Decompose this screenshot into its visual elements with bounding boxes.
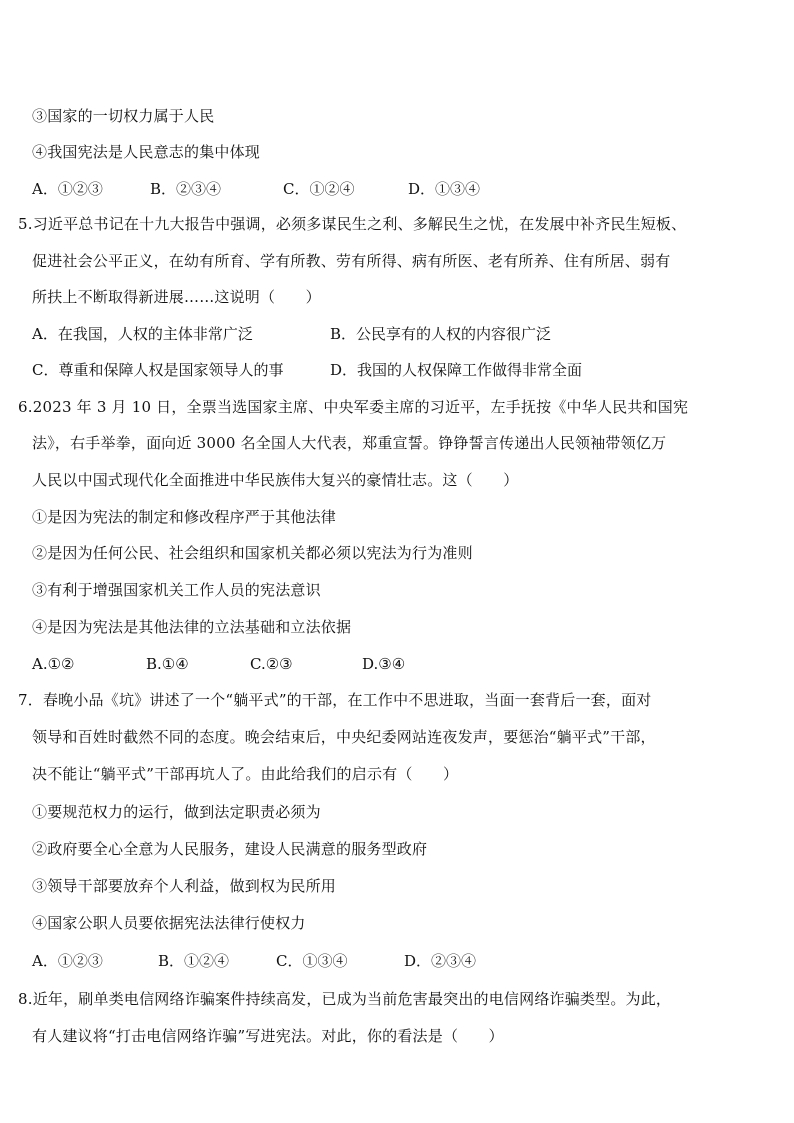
q6-stem-line-1: 6.2023 年 3 月 10 日，全票当选国家主席、中央军委主席的习近平，左手抚按《中华人民共和国宪 — [18, 398, 689, 416]
q5-option-c: C．尊重和保障人权是国家领导人的事 — [32, 361, 284, 379]
q5-option-b: B．公民享有的人权的内容很广泛 — [330, 325, 552, 343]
q8-stem-line-2: 有人建议将“打击电信网络诈骗”写进宪法。对此，你的看法是（ ） — [32, 1027, 504, 1045]
statement-4: ④我国宪法是人民意志的集中体现 — [32, 143, 261, 161]
q6-statement-2: ②是因为任何公民、社会组织和国家机关都必须以宪法为行为准则 — [32, 544, 473, 562]
q6-statement-3: ③有利于增强国家机关工作人员的宪法意识 — [32, 581, 321, 599]
q5-options-row-2 — [32, 360, 732, 380]
q6-stem-line-3: 人民以中国式现代化全面推进中华民族伟大复兴的豪情壮志。这（ ） — [32, 471, 519, 489]
q6-option-d: D.③④ — [362, 655, 406, 673]
option-c: C．①②④ — [283, 180, 355, 198]
q7-option-c: C．①③④ — [276, 952, 348, 970]
q7-option-d: D．②③④ — [404, 952, 477, 970]
q7-stem-line-1: 7．春晚小品《坑》讲述了一个“躺平式”的干部，在工作中不思进取，当面一套背后一套，面对 — [18, 691, 652, 709]
q6-options — [32, 654, 732, 674]
q7-stem-line-2: 领导和百姓时截然不同的态度。晚会结束后，中央纪委网站连夜发声，要惩治“躺平式”干部， — [32, 728, 656, 746]
q6-option-c: C.②③ — [250, 655, 293, 673]
option-b: B．②③④ — [150, 180, 222, 198]
q7-statement-4: ④国家公职人员要依据宪法法律行使权力 — [32, 914, 306, 932]
q5-stem-line-1: 5.习近平总书记在十九大报告中强调，必须多谋民生之利、多解民生之忧，在发展中补齐民生短板、 — [18, 215, 687, 233]
q6-statement-4: ④是因为宪法是其他法律的立法基础和立法依据 — [32, 618, 352, 636]
prev-question-options — [32, 179, 732, 199]
q7-option-b: B．①②④ — [158, 952, 230, 970]
q5-option-d: D．我国的人权保障工作做得非常全面 — [330, 361, 583, 379]
q5-option-a: A．在我国，人权的主体非常广泛 — [32, 325, 253, 343]
statement-3: ③国家的一切权力属于人民 — [32, 107, 215, 125]
q6-stem-line-2: 法》，右手举拳，面向近 3000 名全国人大代表，郑重宣誓。铮铮誓言传递出人民领袖带领亿万 — [32, 434, 667, 452]
q6-option-b: B.①④ — [146, 655, 189, 673]
q7-statement-2: ②政府要全心全意为人民服务，建设人民满意的服务型政府 — [32, 840, 428, 858]
q5-stem-line-3: 所扶上不断取得新进展……这说明（ ） — [32, 288, 321, 306]
q7-statement-1: ①要规范权力的运行，做到法定职责必须为 — [32, 803, 321, 821]
q8-stem-line-1: 8.近年，刷单类电信网络诈骗案件持续高发，已成为当前危害最突出的电信网络诈骗类型。为此， — [18, 990, 672, 1008]
q7-statement-3: ③领导干部要放弃个人利益，做到权为民所用 — [32, 877, 337, 895]
option-a: A．①②③ — [32, 180, 103, 198]
q7-options — [32, 951, 732, 971]
q7-option-a: A．①②③ — [32, 952, 103, 970]
option-d: D．①③④ — [408, 180, 481, 198]
q6-option-a: A.①② — [32, 655, 75, 673]
q7-stem-line-3: 决不能让“躺平式”干部再坑人了。由此给我们的启示有（ ） — [32, 765, 459, 783]
q5-stem-line-2: 促进社会公平正义，在幼有所育、学有所教、劳有所得、病有所医、老有所养、住有所居、弱有 — [32, 252, 671, 270]
q6-statement-1: ①是因为宪法的制定和修改程序严于其他法律 — [32, 508, 337, 526]
q5-options-row-1 — [32, 324, 732, 344]
